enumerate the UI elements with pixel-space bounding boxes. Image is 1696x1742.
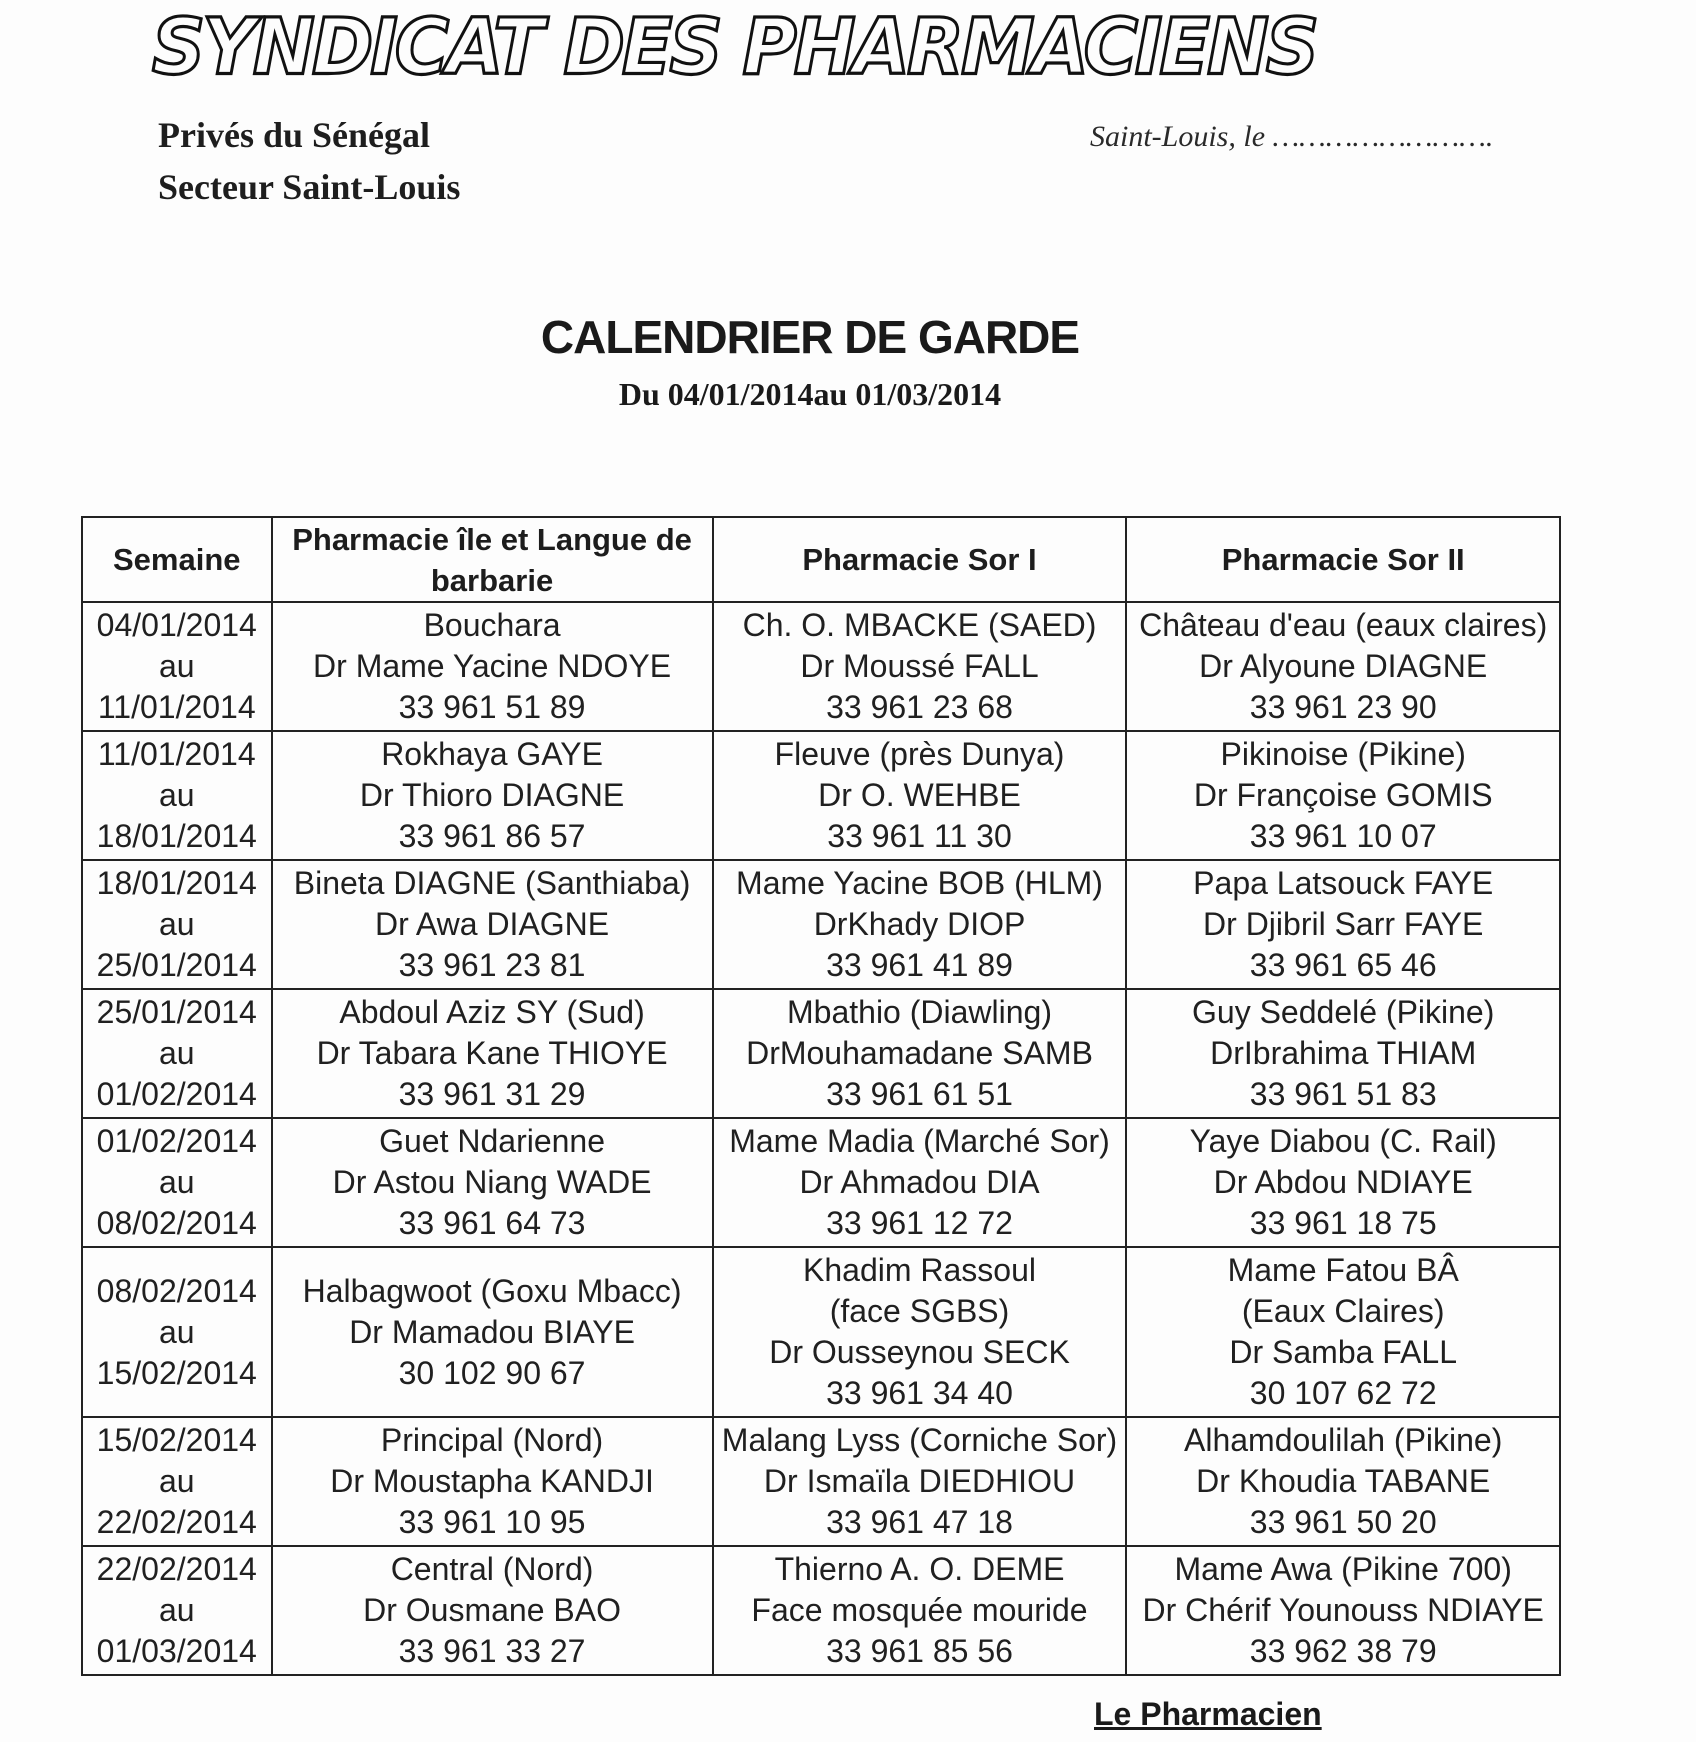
sor2-pharmacy-cell-line: 33 961 51 83 <box>1249 1076 1437 1112</box>
week-cell-line: 01/03/2014 <box>96 1633 257 1669</box>
ile-pharmacy-cell-line: 33 961 51 89 <box>398 689 586 725</box>
ile-pharmacy-cell-line: Rokhaya GAYE <box>381 736 603 772</box>
sor1-pharmacy-cell <box>713 860 1127 989</box>
week-cell-line: 08/02/2014 <box>96 1205 257 1241</box>
sor2-pharmacy-cell-line: Guy Seddelé (Pikine) <box>1192 994 1495 1030</box>
ile-pharmacy-cell <box>272 1247 713 1417</box>
sor2-pharmacy-cell-line: Papa Latsouck FAYE <box>1193 865 1494 901</box>
sor2-pharmacy-cell-line: 33 961 23 90 <box>1249 689 1437 725</box>
week-cell <box>82 1118 272 1247</box>
column-header-week: Semaine <box>82 517 272 602</box>
week-cell-line: 15/02/2014 <box>96 1422 257 1458</box>
sor2-pharmacy-cell-line: Dr Chérif Younouss NDIAYE <box>1142 1592 1544 1628</box>
week-cell-line: 11/01/2014 <box>97 689 256 725</box>
week-cell-line: 01/02/2014 <box>96 1076 257 1112</box>
week-cell-line: au <box>158 1463 195 1499</box>
organization-subtitle-line1: Privés du Sénégal <box>158 115 431 155</box>
ile-pharmacy-cell-line: Dr Thioro DIAGNE <box>359 777 625 813</box>
sor2-pharmacy-cell-line: Dr Samba FALL <box>1229 1334 1458 1370</box>
sor2-pharmacy-cell-line: DrIbrahima THIAM <box>1210 1035 1477 1071</box>
sor1-pharmacy-cell-line: Dr Ousseynou SECK <box>769 1334 1070 1370</box>
table-body <box>82 602 1560 1675</box>
sor1-pharmacy-cell-line: Fleuve (près Dunya) <box>774 736 1065 772</box>
sor1-pharmacy-cell-line: Malang Lyss (Corniche Sor) <box>721 1422 1118 1458</box>
ile-pharmacy-cell-line: Principal (Nord) <box>380 1422 604 1458</box>
sor2-pharmacy-cell-line: Yaye Diabou (C. Rail) <box>1189 1123 1497 1159</box>
sor1-pharmacy-cell-line: Ch. O. MBACKE (SAED) <box>742 607 1097 643</box>
sor2-pharmacy-cell-line: Dr Françoise GOMIS <box>1193 777 1493 813</box>
ile-pharmacy-cell-line: Dr Mamadou BIAYE <box>349 1313 635 1350</box>
sor1-pharmacy-cell <box>713 1247 1127 1417</box>
week-cell-line: 01/02/2014 <box>96 1123 257 1159</box>
sor2-pharmacy-cell-line: 33 961 65 46 <box>1249 947 1437 983</box>
week-cell-line: 18/01/2014 <box>96 818 257 854</box>
week-cell-line: au <box>158 1035 195 1071</box>
sor1-pharmacy-cell-line: 33 961 47 18 <box>826 1504 1013 1540</box>
sor1-pharmacy-cell-line: DrMouhamadane SAMB <box>746 1035 1093 1071</box>
sor1-pharmacy-cell <box>713 1417 1127 1546</box>
ile-pharmacy-cell-line: Dr Mame Yacine NDOYE <box>313 648 672 684</box>
sor2-pharmacy-cell-line: Mame Fatou BÂ <box>1227 1252 1459 1288</box>
table-row <box>82 602 1560 731</box>
sor1-pharmacy-cell-line: Dr O. WEHBE <box>818 777 1021 813</box>
ile-pharmacy-cell-line: Dr Ousmane BAO <box>363 1592 621 1628</box>
sor2-pharmacy-cell-line: Alhamdoulilah (Pikine) <box>1184 1422 1503 1458</box>
sor1-pharmacy-cell <box>713 731 1127 860</box>
ile-pharmacy-cell <box>272 860 713 989</box>
ile-pharmacy-cell-line: 33 961 23 81 <box>398 947 586 983</box>
sor2-pharmacy-cell-line: 33 962 38 79 <box>1249 1633 1437 1669</box>
ile-pharmacy-cell-line: 33 961 86 57 <box>398 818 586 854</box>
sor2-pharmacy-cell <box>1126 860 1560 989</box>
ile-pharmacy-cell-line: Abdoul Aziz SY (Sud) <box>339 994 645 1030</box>
sor1-pharmacy-cell-line: Mame Yacine BOB (HLM) <box>736 865 1103 901</box>
sor1-pharmacy-cell-line: 33 961 61 51 <box>826 1076 1013 1112</box>
ile-pharmacy-cell-line: Dr Awa DIAGNE <box>374 906 610 942</box>
sor2-pharmacy-cell-line: 33 961 50 20 <box>1249 1504 1437 1540</box>
sor2-pharmacy-cell-line: Dr Djibril Sarr FAYE <box>1203 906 1484 942</box>
ile-pharmacy-cell <box>272 1546 713 1675</box>
sor1-pharmacy-cell-line: Khadim Rassoul <box>803 1252 1036 1288</box>
week-cell-line: au <box>158 777 195 813</box>
sor1-pharmacy-cell-line: Thierno A. O. DEME <box>774 1551 1065 1587</box>
week-cell-line: 22/02/2014 <box>96 1551 257 1587</box>
sor2-pharmacy-cell-line: (Eaux Claires) <box>1241 1293 1445 1329</box>
sor2-pharmacy-cell <box>1126 731 1560 860</box>
sor1-pharmacy-cell-line: Dr Ismaïla DIEDHIOU <box>763 1463 1076 1499</box>
organization-subtitle-line2: Secteur Saint-Louis <box>158 167 461 207</box>
table-row <box>82 860 1560 989</box>
ile-pharmacy-cell-line: Bouchara <box>423 607 561 643</box>
column-header-ile-langue-de-barbarie: Pharmacie île et Langue de barbarie <box>272 517 713 602</box>
place-date-line: Saint-Louis, le ……………………. <box>1090 120 1494 153</box>
ile-pharmacy-cell <box>272 1417 713 1546</box>
table-row <box>82 1118 1560 1247</box>
sor2-pharmacy-cell-line: Mame Awa (Pikine 700) <box>1174 1551 1512 1587</box>
week-cell <box>82 731 272 860</box>
sor2-pharmacy-cell-line: 33 961 18 75 <box>1249 1205 1437 1241</box>
week-cell-line: au <box>158 906 195 942</box>
sor1-pharmacy-cell-line: Dr Moussé FALL <box>800 648 1039 684</box>
sor1-pharmacy-cell <box>713 602 1127 731</box>
week-cell-line: au <box>158 648 195 684</box>
week-cell-line: 08/02/2014 <box>96 1272 257 1309</box>
table-row <box>82 731 1560 860</box>
week-cell-line: 25/01/2014 <box>96 947 257 983</box>
week-cell <box>82 1247 272 1417</box>
ile-pharmacy-cell-line: Dr Moustapha KANDJI <box>330 1463 654 1499</box>
week-cell-line: 18/01/2014 <box>96 865 257 901</box>
week-cell <box>82 1417 272 1546</box>
ile-pharmacy-cell-line: 33 961 31 29 <box>398 1076 586 1112</box>
sor1-pharmacy-cell-line: 33 961 23 68 <box>826 689 1013 725</box>
sor1-pharmacy-cell-line: Mame Madia (Marché Sor) <box>729 1123 1110 1159</box>
ile-pharmacy-cell-line: Bineta DIAGNE (Santhiaba) <box>293 865 691 901</box>
sor1-pharmacy-cell-line: DrKhady DIOP <box>813 906 1026 942</box>
sor2-pharmacy-cell-line: 33 961 10 07 <box>1249 818 1437 854</box>
sor1-pharmacy-cell-line: Dr Ahmadou DIA <box>799 1164 1040 1200</box>
week-cell-line: au <box>158 1592 195 1628</box>
sor1-pharmacy-cell-line: 33 961 41 89 <box>826 947 1013 983</box>
ile-pharmacy-cell-line: 33 961 33 27 <box>398 1633 586 1669</box>
document-title: CALENDRIER DE GARDE <box>540 311 1080 363</box>
ile-pharmacy-cell-line: Dr Astou Niang WADE <box>332 1164 652 1200</box>
ile-pharmacy-cell-line: Central (Nord) <box>390 1551 594 1587</box>
column-header-sor-1: Pharmacie Sor I <box>713 517 1127 602</box>
week-cell <box>82 989 272 1118</box>
week-cell-line: 15/02/2014 <box>96 1354 257 1391</box>
sor1-pharmacy-cell-line: 33 961 11 30 <box>827 818 1012 854</box>
ile-pharmacy-cell-line: Guet Ndarienne <box>379 1123 606 1159</box>
sor1-pharmacy-cell-line: 33 961 12 72 <box>826 1205 1013 1241</box>
week-cell-line: au <box>158 1313 195 1350</box>
sor2-pharmacy-cell-line: Dr Abdou NDIAYE <box>1213 1164 1473 1200</box>
sor1-pharmacy-cell-line: (face SGBS) <box>829 1293 1010 1329</box>
week-cell-line: 22/02/2014 <box>96 1504 257 1540</box>
sor2-pharmacy-cell <box>1126 1247 1560 1417</box>
sor1-pharmacy-cell <box>713 989 1127 1118</box>
table-row <box>82 1546 1560 1675</box>
sor2-pharmacy-cell <box>1126 1546 1560 1675</box>
sor2-pharmacy-cell-line: Dr Khoudia TABANE <box>1196 1463 1491 1499</box>
ile-pharmacy-cell <box>272 602 713 731</box>
sor1-pharmacy-cell-line: Face mosquée mouride <box>751 1592 1088 1628</box>
sor2-pharmacy-cell-line: 30 107 62 72 <box>1249 1375 1437 1411</box>
week-cell-line: 25/01/2014 <box>96 994 257 1030</box>
table-header-row <box>82 517 1560 602</box>
table-row <box>82 989 1560 1118</box>
week-cell-line: 04/01/2014 <box>96 607 257 643</box>
sor1-pharmacy-cell-line: 33 961 85 56 <box>826 1633 1013 1669</box>
sor2-pharmacy-cell-line: Dr Alyoune DIAGNE <box>1199 648 1488 684</box>
ile-pharmacy-cell-line: Dr Tabara Kane THIOYE <box>316 1035 668 1071</box>
sor1-pharmacy-cell <box>713 1546 1127 1675</box>
sor2-pharmacy-cell-line: Pikinoise (Pikine) <box>1220 736 1466 772</box>
week-cell <box>82 1546 272 1675</box>
sor1-pharmacy-cell-line: 33 961 34 40 <box>826 1375 1013 1411</box>
ile-pharmacy-cell <box>272 989 713 1118</box>
ile-pharmacy-cell-line: Halbagwoot (Goxu Mbacc) <box>302 1272 682 1309</box>
ile-pharmacy-cell <box>272 731 713 860</box>
week-cell-line: 11/01/2014 <box>97 736 256 772</box>
week-cell-line: au <box>158 1164 195 1200</box>
ile-pharmacy-cell-line: 33 961 10 95 <box>398 1504 586 1540</box>
week-cell <box>82 860 272 989</box>
table-row <box>82 1417 1560 1546</box>
document-period: Du 04/01/2014au 01/03/2014 <box>618 376 1002 412</box>
ile-pharmacy-cell-line: 33 961 64 73 <box>398 1205 586 1241</box>
sor2-pharmacy-cell <box>1126 602 1560 731</box>
duty-calendar-table <box>81 516 1561 1676</box>
sor1-pharmacy-cell-line: Mbathio (Diawling) <box>787 994 1052 1030</box>
organization-title: SYNDICAT DES PHARMACIENS <box>152 2 1317 93</box>
sor2-pharmacy-cell <box>1126 989 1560 1118</box>
sor2-pharmacy-cell-line: Château d'eau (eaux claires) <box>1139 607 1548 643</box>
week-cell <box>82 602 272 731</box>
ile-pharmacy-cell <box>272 1118 713 1247</box>
sor1-pharmacy-cell <box>713 1118 1127 1247</box>
column-header-sor-2: Pharmacie Sor II <box>1126 517 1560 602</box>
ile-pharmacy-cell-line: 30 102 90 67 <box>398 1354 586 1391</box>
signature-label: Le Pharmacien <box>1094 1696 1322 1732</box>
table-row <box>82 1247 1560 1417</box>
sor2-pharmacy-cell <box>1126 1417 1560 1546</box>
sor2-pharmacy-cell <box>1126 1118 1560 1247</box>
